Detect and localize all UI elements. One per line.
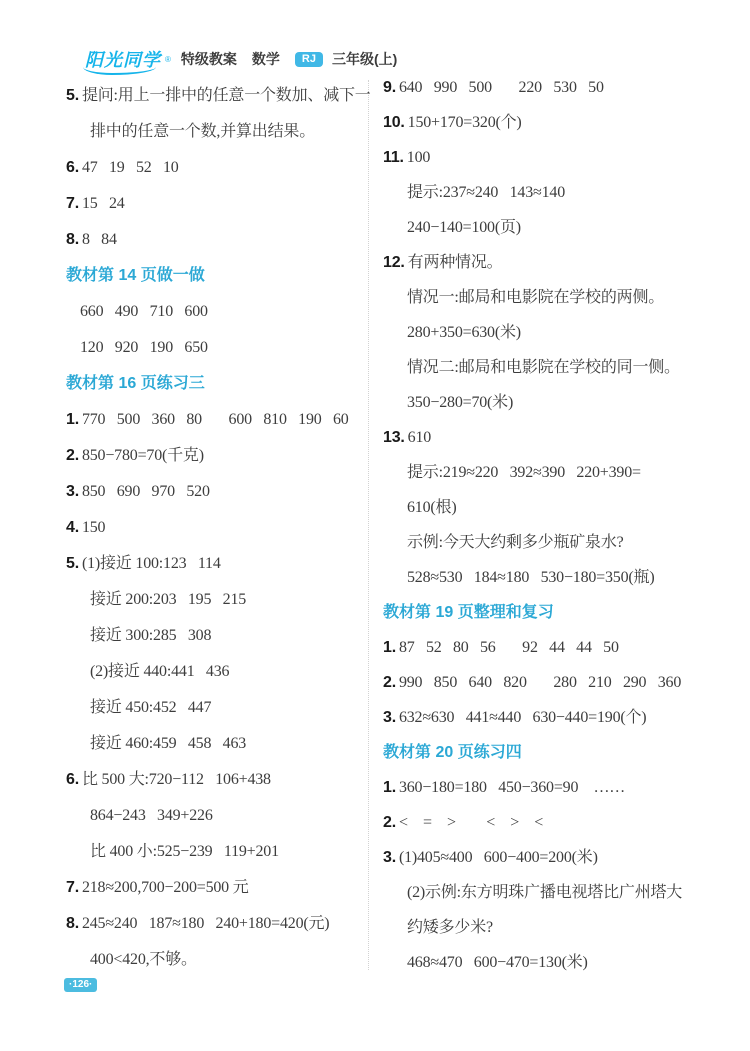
answer-line [66,654,368,690]
answer-text: 850 690 970 520 [81,483,210,500]
answer-text: 接近 460:459 458 463 [90,735,247,752]
answer-line [66,510,368,546]
item-number: 12. [383,254,405,271]
answer-line [383,455,713,490]
answer-line [383,875,713,910]
answer-line [383,910,713,945]
answer-text: 610(根) [407,499,457,516]
series-title: 特级教案 [180,51,237,67]
answer-line [383,665,713,700]
answer-text: 提问:用上一排中的任意一个数加、减下一 [81,87,371,104]
heading-text: 教材第 19 页整理和复习 [383,604,554,621]
heading-text: 教材第 16 页练习三 [66,375,205,392]
answer-line [383,245,713,280]
answer-text: 8 84 [81,231,117,248]
section-heading [383,595,713,630]
answer-text: 218≈200,700−200=500 元 [81,879,249,896]
answer-text: 排中的任意一个数,并算出结果。 [90,123,316,140]
answer-text: 15 24 [81,195,125,212]
answer-text: 280+350=630(米) [407,324,521,341]
answer-line [66,150,368,186]
answer-text: 提示:219≈220 392≈390 220+390= [407,464,641,481]
answer-line [66,402,368,438]
answer-line [383,315,713,350]
answer-text: 150 [81,519,106,536]
answer-line [66,474,368,510]
answer-line [383,385,713,420]
answer-text: 提示:237≈240 143≈140 [407,184,566,201]
answer-text: 640 990 500 220 530 50 [398,79,604,96]
answer-text: 情况二:邮局和电影院在学校的同一侧。 [407,359,680,376]
answer-line [383,140,713,175]
answer-line [383,70,713,105]
answer-text: 100 [406,149,431,166]
page-header [85,46,412,72]
item-number: 1. [66,411,79,428]
page-number-badge: ·126· [64,978,97,992]
item-number: 11. [383,149,404,166]
answer-text: 528≈530 184≈180 530−180=350(瓶) [407,569,655,586]
answer-line [383,175,713,210]
answer-text: 240−140=100(页) [407,219,521,236]
answer-text: 400<420,不够。 [90,951,197,968]
answer-text: (1)接近 100:123 114 [81,555,221,572]
answer-line [66,906,368,942]
answer-line [66,834,368,870]
answer-text: 850−780=70(千克) [81,447,204,464]
answer-text: 接近 300:285 308 [90,627,212,644]
answer-line [66,330,368,366]
heading-text: 教材第 14 页做一做 [66,267,205,284]
answer-text: 770 500 360 80 600 810 190 60 [81,411,349,428]
item-number: 8. [66,231,79,248]
answer-text: 比 400 小:525−239 119+201 [90,843,279,860]
grade-label: 三年级(上) [331,51,398,67]
item-number: 9. [383,79,396,96]
answer-text: 360−180=180 450−360=90 …… [398,779,626,796]
item-number: 2. [383,674,396,691]
answer-text: 468≈470 600−470=130(米) [407,954,588,971]
answer-line [383,525,713,560]
answer-line [66,582,368,618]
answer-text: (2)示例:东方明珠广播电视塔比广州塔大 [407,884,683,901]
item-number: 1. [383,779,396,796]
answer-text: 有两种情况。 [407,254,503,271]
answer-line [383,630,713,665]
answer-line [383,350,713,385]
answer-line [66,222,368,258]
registered-trademark-icon: ® [165,54,171,64]
answer-line [66,78,371,114]
section-heading [66,366,368,402]
brand-logo-text: 阳光同学 [85,50,161,70]
answer-line [383,805,713,840]
answer-text: 150+170=320(个) [407,114,522,131]
answers-column-right [383,70,713,980]
item-number: 5. [66,555,79,572]
answer-line [383,560,713,595]
answer-text: 990 850 640 820 280 210 290 360 [398,674,682,691]
subject-label: 数学 [251,51,280,67]
logo-underline-swoosh-icon [83,67,156,75]
answer-line [66,546,368,582]
answer-line [383,210,713,245]
answer-text: 47 19 52 10 [81,159,179,176]
answer-text: 610 [407,429,432,446]
answer-text: 864−243 349+226 [90,807,213,824]
item-number: 6. [66,159,79,176]
item-number: 2. [66,447,79,464]
answer-text: 632≈630 441≈440 630−440=190(个) [398,709,647,726]
brand-logo [85,46,161,72]
section-heading [66,258,368,294]
answer-text: 示例:今天大约剩多少瓶矿泉水? [407,534,624,551]
answer-line [66,762,368,798]
answer-line [66,798,368,834]
answer-line [383,700,713,735]
answer-line [383,105,713,140]
answer-line [66,690,368,726]
answer-text: 比 500 大:720−112 106+438 [81,771,271,788]
answer-line [66,870,368,906]
answer-text: 接近 450:452 447 [90,699,212,716]
answer-text: 350−280=70(米) [407,394,514,411]
item-number: 6. [66,771,79,788]
answer-text: (1)405≈400 600−400=200(米) [398,849,598,866]
answer-text: 情况一:邮局和电影院在学校的两侧。 [407,289,665,306]
answer-line [383,490,713,525]
answer-line [383,280,713,315]
answer-text: (2)接近 440:441 436 [90,663,230,680]
item-number: 5. [66,87,79,104]
heading-text: 教材第 20 页练习四 [383,744,522,761]
item-number: 4. [66,519,79,536]
answer-line [66,942,368,978]
column-divider [368,80,369,970]
item-number: 13. [383,429,405,446]
item-number: 7. [66,879,79,896]
item-number: 3. [383,709,396,726]
item-number: 2. [383,814,396,831]
answer-line [66,186,368,222]
answer-text: 接近 200:203 195 215 [90,591,247,608]
answer-line [383,840,713,875]
answer-line [66,114,368,150]
answer-text: 约矮多少米? [407,919,493,936]
answer-text: 120 920 190 650 [80,339,208,356]
answers-column-left [66,78,371,978]
answer-text: < = > < > < [398,814,544,831]
item-number: 3. [66,483,79,500]
answer-line [66,726,368,762]
answer-line [66,618,368,654]
answer-line [66,438,368,474]
answer-line [66,294,368,330]
item-number: 7. [66,195,79,212]
answer-line [383,770,713,805]
item-number: 3. [383,849,396,866]
answer-text: 660 490 710 600 [80,303,208,320]
answer-text: 245≈240 187≈180 240+180=420(元) [81,915,330,932]
item-number: 1. [383,639,396,656]
answer-text: 87 52 80 56 92 44 44 50 [398,639,619,656]
edition-badge: RJ [295,52,323,67]
answer-line [383,945,713,980]
answer-line [383,420,713,455]
section-heading [383,735,713,770]
item-number: 8. [66,915,79,932]
item-number: 10. [383,114,405,131]
